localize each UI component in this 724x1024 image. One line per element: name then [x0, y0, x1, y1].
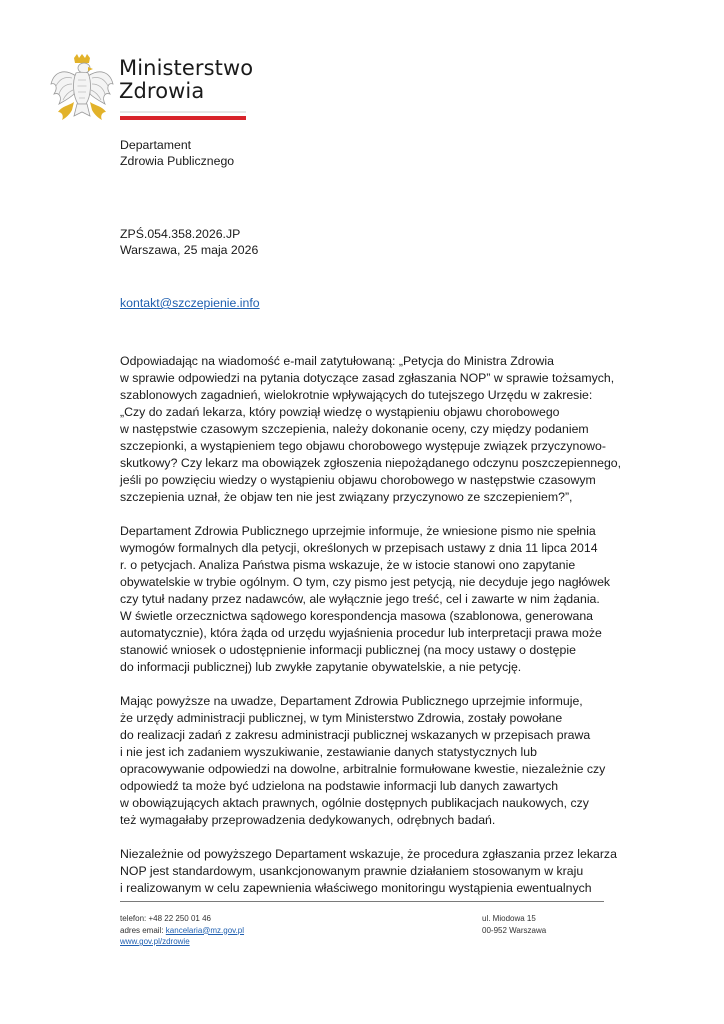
footer-email-row [120, 925, 244, 937]
footer-address [482, 913, 546, 936]
place-and-date: Warszawa, 25 maja 2026 [120, 242, 259, 257]
paragraph-line: do informacji publicznej) lub zwykłe zapytanie obywatelskie, a nie petycję. [120, 660, 522, 674]
paragraph-line: stanowić wniosek o udostępnienie informacji publicznej (na mocy ustawy o dostępie [120, 643, 576, 657]
paragraph-line: i nie jest ich zadaniem wyszukiwanie, zestawianie danych statystycznych lub [120, 745, 537, 759]
paragraph-line: też wymagałaby przeprowadzenia dedykowanych, odrębnych badań. [120, 813, 496, 827]
paragraph-line: odpowiedź ta może być udzielona na podstawie informacji lub danych zawartych [120, 779, 559, 793]
paragraph-line: w sprawie odpowiedzi na pytania dotyczące zasad zgłaszania NOP” w sprawie tożsamych, [120, 371, 615, 385]
logo-divider-red [120, 116, 246, 120]
paragraph-line: opracowywanie odpowiedzi na dowolne, arbitralnie formułowane kwestie, niezależnie czy [120, 762, 606, 776]
footer-street: ul. Miodowa 15 [482, 914, 536, 923]
paragraph-line: Odpowiadając na wiadomość e-mail zatytułowaną: „Petycja do Ministra Zdrowia [120, 354, 554, 368]
paragraph-line: szczepionki, a wystąpieniem tego objawu chorobowego występuje związek przyczynowo- [120, 439, 606, 453]
logo-line-1: Ministerstwo [119, 56, 254, 80]
department-name [120, 138, 234, 169]
paragraph-line: „Czy do zadań lekarza, który powziął wiedzę o wystąpieniu objawu chorobowego [120, 405, 560, 419]
paragraph-line: w następstwie czasowym szczepienia, należy dokonanie oceny, czy między podaniem [120, 422, 589, 436]
paragraph-line: r. o petycjach. Analiza Państwa pisma wskazuje, że w istocie stanowi ono zapytanie [120, 558, 576, 572]
logo-divider-white [120, 111, 246, 113]
paragraph-line: obywatelskie w trybie ogólnym. O tym, czy pismo jest petycją, nie decyduje jego nagłówek [120, 575, 611, 589]
footer-email-label: adres email: [120, 925, 166, 935]
body-paragraph [120, 353, 622, 506]
body-paragraph [120, 846, 617, 897]
paragraph-line: automatycznie), która żąda od urzędu wyjaśnienia procedur lub interpretacji prawa może [120, 626, 602, 640]
body-paragraph [120, 523, 611, 676]
paragraph-line: Niezależnie od powyższego Departament wskazuje, że procedura zgłaszania przez lekarza [120, 847, 617, 861]
paragraph-line: Mając powyższe na uwadze, Departament Zdrowia Publicznego uprzejmie informuje, [120, 694, 583, 708]
paragraph-line: NOP jest standardowym, usankcjonowanym prawnie działaniem stosowanym w kraju [120, 864, 584, 878]
polish-eagle-emblem-icon [50, 54, 114, 126]
department-line-2: Zdrowia Publicznego [120, 153, 235, 168]
paragraph-line: szablonowych zagadnień, wielokrotnie wpływających do tutejszego Urzędu w zakresie: [120, 388, 593, 402]
body-paragraph [120, 693, 606, 829]
footer-divider [120, 901, 604, 902]
footer-phone: telefon: +48 22 250 01 46 [120, 914, 211, 923]
paragraph-line: wymogów formalnych dla petycji, określonych w przepisach ustawy z dnia 11 lipca 2014 [120, 541, 598, 555]
paragraph-line: i realizowanym w celu zapewnienia właściwego monitoringu wystąpienia ewentualnych [120, 881, 592, 895]
footer-email-link[interactable]: kancelaria@mz.gov.pl [165, 925, 245, 935]
recipient-email-link[interactable]: kontakt@szczepienie.info [120, 296, 260, 310]
paragraph-line: W świetle orzecznictwa sądowego korespondencja masowa (szablonowa, generowana [120, 609, 593, 623]
logo-line-2: Zdrowia [119, 79, 205, 103]
footer-city: 00-952 Warszawa [482, 925, 547, 935]
department-line-1: Departament [120, 138, 192, 152]
paragraph-line: czy tytuł nadany przez nadawców, ale wyłącznie jego treść, cel i zawarte w nim żądania. [120, 592, 600, 606]
paragraph-line: skutkowy? Czy lekarz ma obowiązek zgłoszenia niepożądanego odczynu poszczepiennego, [120, 456, 622, 470]
paragraph-line: że urzędy administracji publicznej, w tym Ministerstwo Zdrowia, zostały powołane [120, 711, 563, 725]
paragraph-line: szczepienia uznał, że objaw ten nie jest związany przyczynowo ze szczepieniem?”, [120, 490, 573, 504]
paragraph-line: jeśli po powzięciu wiedzy o wystąpieniu objawu chorobowego w następstwie czasowym [120, 473, 596, 487]
letter-body [120, 353, 622, 914]
paragraph-line: Departament Zdrowia Publicznego uprzejmie informuje, że wniesione pismo nie spełnia [120, 524, 596, 538]
reference-number: ZPŚ.054.358.2026.JP [120, 227, 241, 241]
paragraph-line: w obowiązujących aktach prawnych, ogólnie dostępnych publikacjach naukowych, czy [120, 796, 589, 810]
footer-contact [120, 913, 244, 948]
footer-website-link[interactable]: www.gov.pl/zdrowie [120, 937, 190, 946]
paragraph-line: do realizacji zadań z zakresu administracji publicznej wskazanych w przepisach prawa [120, 728, 591, 742]
reference-block [120, 227, 258, 258]
ministry-logo-text [119, 57, 253, 103]
